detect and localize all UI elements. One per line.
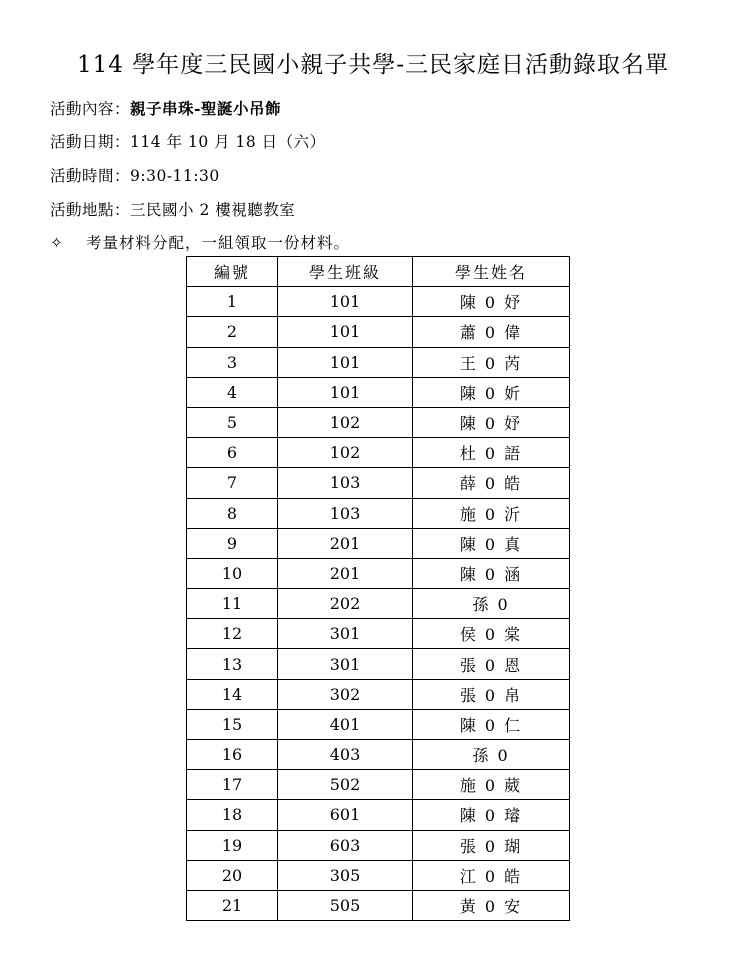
cell-class: 201 bbox=[278, 558, 413, 588]
table-row bbox=[187, 468, 570, 498]
info-content-value: 親子串珠-聖誕小吊飾 bbox=[130, 99, 281, 118]
table-row bbox=[187, 528, 570, 558]
cell-name: 張 0 瑚 bbox=[413, 830, 570, 860]
cell-number: 11 bbox=[187, 589, 278, 619]
cell-name: 王 0 芮 bbox=[413, 347, 570, 377]
cell-class: 101 bbox=[278, 347, 413, 377]
info-time-label: 活動時間： bbox=[50, 167, 131, 185]
cell-class: 403 bbox=[278, 740, 413, 770]
info-date-value: 114 年 10 月 18 日（六） bbox=[130, 133, 326, 151]
cell-class: 101 bbox=[278, 317, 413, 347]
cell-name: 陳 0 妤 bbox=[413, 287, 570, 317]
sparkle-bullet-icon: ✧ bbox=[50, 234, 64, 252]
cell-name: 薛 0 皓 bbox=[413, 468, 570, 498]
cell-name: 孫 0 bbox=[413, 589, 570, 619]
table-row bbox=[187, 589, 570, 619]
cell-name: 施 0 葳 bbox=[413, 770, 570, 800]
info-location bbox=[50, 198, 295, 220]
cell-number: 8 bbox=[187, 498, 278, 528]
cell-number: 13 bbox=[187, 649, 278, 679]
admission-table bbox=[186, 256, 570, 921]
info-content-label: 活動內容： bbox=[50, 100, 131, 118]
cell-name: 陳 0 璿 bbox=[413, 800, 570, 830]
cell-number: 15 bbox=[187, 709, 278, 739]
cell-name: 張 0 恩 bbox=[413, 649, 570, 679]
info-location-value: 三民國小 2 樓視聽教室 bbox=[130, 201, 296, 219]
info-content bbox=[50, 97, 281, 119]
cell-number: 20 bbox=[187, 860, 278, 890]
table-row bbox=[187, 830, 570, 860]
cell-class: 401 bbox=[278, 709, 413, 739]
cell-number: 7 bbox=[187, 468, 278, 498]
cell-number: 6 bbox=[187, 438, 278, 468]
table-row bbox=[187, 800, 570, 830]
table-row bbox=[187, 770, 570, 800]
cell-class: 101 bbox=[278, 287, 413, 317]
table-body bbox=[187, 287, 570, 921]
header-number: 編號 bbox=[187, 257, 278, 287]
cell-name: 陳 0 妤 bbox=[413, 407, 570, 437]
cell-number: 9 bbox=[187, 528, 278, 558]
header-name: 學生姓名 bbox=[413, 257, 570, 287]
table-row bbox=[187, 438, 570, 468]
cell-class: 502 bbox=[278, 770, 413, 800]
cell-class: 102 bbox=[278, 407, 413, 437]
cell-class: 301 bbox=[278, 619, 413, 649]
cell-name: 蕭 0 偉 bbox=[413, 317, 570, 347]
cell-number: 10 bbox=[187, 558, 278, 588]
cell-number: 17 bbox=[187, 770, 278, 800]
table-row bbox=[187, 407, 570, 437]
cell-number: 12 bbox=[187, 619, 278, 649]
cell-name: 陳 0 仁 bbox=[413, 709, 570, 739]
cell-name: 陳 0 涵 bbox=[413, 558, 570, 588]
cell-class: 102 bbox=[278, 438, 413, 468]
table-row bbox=[187, 377, 570, 407]
table-row bbox=[187, 619, 570, 649]
cell-name: 江 0 皓 bbox=[413, 860, 570, 890]
cell-number: 16 bbox=[187, 740, 278, 770]
cell-name: 孫 0 bbox=[413, 740, 570, 770]
cell-class: 601 bbox=[278, 800, 413, 830]
info-date bbox=[50, 130, 326, 152]
info-time bbox=[50, 164, 220, 186]
cell-number: 1 bbox=[187, 287, 278, 317]
cell-class: 103 bbox=[278, 498, 413, 528]
cell-name: 杜 0 語 bbox=[413, 438, 570, 468]
table-row bbox=[187, 890, 570, 920]
cell-name: 侯 0 棠 bbox=[413, 619, 570, 649]
cell-class: 505 bbox=[278, 890, 413, 920]
table-row bbox=[187, 709, 570, 739]
table-row bbox=[187, 679, 570, 709]
cell-class: 201 bbox=[278, 528, 413, 558]
cell-number: 5 bbox=[187, 407, 278, 437]
cell-number: 4 bbox=[187, 377, 278, 407]
cell-number: 19 bbox=[187, 830, 278, 860]
table-header-row bbox=[187, 257, 570, 287]
info-location-label: 活動地點： bbox=[50, 201, 131, 219]
cell-number: 3 bbox=[187, 347, 278, 377]
cell-number: 21 bbox=[187, 890, 278, 920]
note bbox=[50, 231, 350, 253]
note-text: 考量材料分配，一組領取一份材料。 bbox=[86, 234, 351, 252]
cell-class: 603 bbox=[278, 830, 413, 860]
table-row bbox=[187, 740, 570, 770]
table-row bbox=[187, 558, 570, 588]
table-row bbox=[187, 287, 570, 317]
cell-class: 103 bbox=[278, 468, 413, 498]
cell-number: 18 bbox=[187, 800, 278, 830]
cell-class: 301 bbox=[278, 649, 413, 679]
cell-name: 黃 0 安 bbox=[413, 890, 570, 920]
cell-number: 14 bbox=[187, 679, 278, 709]
table-row bbox=[187, 347, 570, 377]
cell-name: 陳 0 真 bbox=[413, 528, 570, 558]
table-row bbox=[187, 860, 570, 890]
table-row bbox=[187, 649, 570, 679]
cell-class: 202 bbox=[278, 589, 413, 619]
cell-name: 張 0 帛 bbox=[413, 679, 570, 709]
cell-class: 305 bbox=[278, 860, 413, 890]
table-row bbox=[187, 498, 570, 528]
info-date-label: 活動日期： bbox=[50, 133, 131, 151]
page-title: 114 學年度三民國小親子共學-三民家庭日活動錄取名單 bbox=[77, 52, 669, 78]
header-class: 學生班級 bbox=[278, 257, 413, 287]
cell-name: 陳 0 妡 bbox=[413, 377, 570, 407]
cell-class: 101 bbox=[278, 377, 413, 407]
cell-number: 2 bbox=[187, 317, 278, 347]
cell-class: 302 bbox=[278, 679, 413, 709]
info-time-value: 9:30-11:30 bbox=[130, 167, 220, 185]
table-row bbox=[187, 317, 570, 347]
cell-name: 施 0 沂 bbox=[413, 498, 570, 528]
